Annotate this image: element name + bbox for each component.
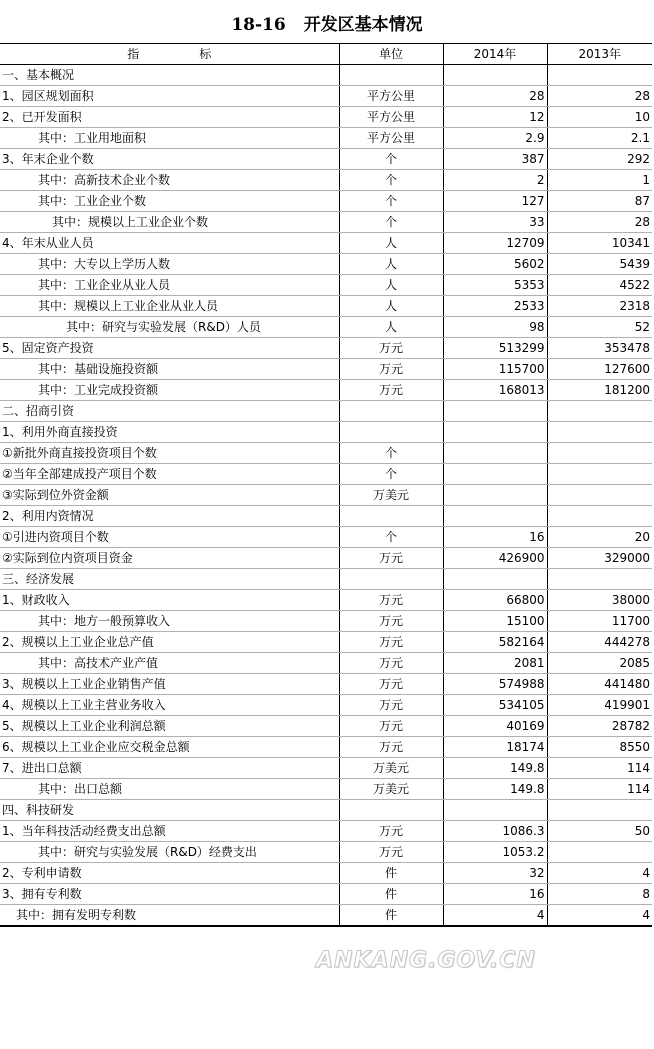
row-indicator: ①引进内资项目个数	[0, 527, 339, 548]
table-row	[0, 569, 652, 590]
row-value-2013: 353478	[547, 338, 652, 359]
row-value-2013: 4522	[547, 275, 652, 296]
table-row	[0, 737, 652, 758]
row-value-2013: 114	[547, 779, 652, 800]
row-unit: 个	[339, 443, 443, 464]
row-value-2014	[443, 485, 547, 506]
row-unit: 万元	[339, 359, 443, 380]
row-value-2013: 292	[547, 149, 652, 170]
row-value-2014: 33	[443, 212, 547, 233]
table-row	[0, 548, 652, 569]
row-indicator: 其中：高新技术企业个数	[0, 170, 339, 191]
row-value-2013	[547, 800, 652, 821]
row-indicator: 3、年末企业个数	[0, 149, 339, 170]
row-value-2013: 2085	[547, 653, 652, 674]
table-row	[0, 128, 652, 149]
table-row	[0, 464, 652, 485]
row-unit: 万元	[339, 716, 443, 737]
row-value-2014	[443, 569, 547, 590]
row-value-2014: 12709	[443, 233, 547, 254]
table-row	[0, 254, 652, 275]
table-row	[0, 695, 652, 716]
row-unit: 个	[339, 170, 443, 191]
row-indicator: 其中：工业完成投资额	[0, 380, 339, 401]
row-indicator: 5、固定资产投资	[0, 338, 339, 359]
row-value-2013	[547, 506, 652, 527]
row-indicator: 其中：出口总额	[0, 779, 339, 800]
table-row	[0, 233, 652, 254]
row-unit: 万美元	[339, 758, 443, 779]
row-indicator: 2、利用内资情况	[0, 506, 339, 527]
row-indicator: 2、专利申请数	[0, 863, 339, 884]
row-unit: 万元	[339, 653, 443, 674]
table-row	[0, 527, 652, 548]
row-value-2013: 329000	[547, 548, 652, 569]
row-indicator: 其中：规模以上工业企业从业人员	[0, 296, 339, 317]
table-row	[0, 149, 652, 170]
row-value-2013: 52	[547, 317, 652, 338]
row-value-2014: 4	[443, 905, 547, 927]
row-indicator: 其中：规模以上工业企业个数	[0, 212, 339, 233]
row-value-2013: 1	[547, 170, 652, 191]
row-unit: 万元	[339, 611, 443, 632]
row-value-2014	[443, 443, 547, 464]
row-value-2014: 2	[443, 170, 547, 191]
row-value-2014: 2081	[443, 653, 547, 674]
row-value-2013	[547, 422, 652, 443]
row-value-2014: 66800	[443, 590, 547, 611]
row-indicator: 4、年末从业人员	[0, 233, 339, 254]
row-value-2014	[443, 506, 547, 527]
row-value-2013	[547, 464, 652, 485]
row-unit: 万元	[339, 338, 443, 359]
row-value-2014	[443, 401, 547, 422]
row-unit: 件	[339, 863, 443, 884]
table-row	[0, 380, 652, 401]
table-row	[0, 338, 652, 359]
row-indicator: 2、已开发面积	[0, 107, 339, 128]
row-unit: 个	[339, 464, 443, 485]
row-value-2014: 98	[443, 317, 547, 338]
row-value-2013: 444278	[547, 632, 652, 653]
row-indicator: 6、规模以上工业企业应交税金总额	[0, 737, 339, 758]
row-unit	[339, 569, 443, 590]
row-value-2014: 5353	[443, 275, 547, 296]
row-value-2014	[443, 800, 547, 821]
row-value-2013: 8	[547, 884, 652, 905]
table-row	[0, 86, 652, 107]
row-unit: 万元	[339, 548, 443, 569]
row-unit: 人	[339, 233, 443, 254]
row-indicator: 其中：工业用地面积	[0, 128, 339, 149]
table-row	[0, 653, 652, 674]
row-value-2013: 127600	[547, 359, 652, 380]
table-row	[0, 884, 652, 905]
row-indicator: 1、财政收入	[0, 590, 339, 611]
row-value-2013	[547, 401, 652, 422]
row-value-2013: 2318	[547, 296, 652, 317]
row-value-2014: 574988	[443, 674, 547, 695]
table-row	[0, 716, 652, 737]
row-indicator: 7、进出口总额	[0, 758, 339, 779]
row-value-2014: 2.9	[443, 128, 547, 149]
table-row	[0, 905, 652, 927]
row-value-2014: 149.8	[443, 758, 547, 779]
row-unit: 万元	[339, 632, 443, 653]
table-row	[0, 191, 652, 212]
table-row	[0, 107, 652, 128]
row-indicator: 二、招商引资	[0, 401, 339, 422]
watermark: ANKANG.GOV.CN	[316, 948, 536, 973]
table-row	[0, 800, 652, 821]
row-indicator: ②实际到位内资项目资金	[0, 548, 339, 569]
row-value-2014: 28	[443, 86, 547, 107]
row-value-2013: 114	[547, 758, 652, 779]
row-unit: 万元	[339, 737, 443, 758]
table-row	[0, 485, 652, 506]
row-value-2014: 127	[443, 191, 547, 212]
row-value-2013	[547, 842, 652, 863]
row-unit	[339, 800, 443, 821]
table-row	[0, 317, 652, 338]
row-indicator: ②当年全部建成投产项目个数	[0, 464, 339, 485]
row-value-2014	[443, 464, 547, 485]
row-indicator: 其中：高技术产业产值	[0, 653, 339, 674]
row-unit: 人	[339, 296, 443, 317]
row-indicator: ①新批外商直接投资项目个数	[0, 443, 339, 464]
row-indicator: 其中：工业企业个数	[0, 191, 339, 212]
row-indicator: 3、拥有专利数	[0, 884, 339, 905]
row-unit: 万元	[339, 842, 443, 863]
table-row	[0, 863, 652, 884]
row-value-2013: 2.1	[547, 128, 652, 149]
row-value-2013: 419901	[547, 695, 652, 716]
row-unit: 万美元	[339, 779, 443, 800]
row-value-2014: 2533	[443, 296, 547, 317]
row-value-2013: 87	[547, 191, 652, 212]
row-unit: 万元	[339, 590, 443, 611]
table-row	[0, 758, 652, 779]
row-unit: 个	[339, 212, 443, 233]
table-row	[0, 212, 652, 233]
row-value-2014: 18174	[443, 737, 547, 758]
table-row	[0, 275, 652, 296]
table-row	[0, 422, 652, 443]
row-unit	[339, 506, 443, 527]
row-unit: 万元	[339, 695, 443, 716]
table-number: 18-16	[231, 15, 286, 35]
row-value-2013: 10341	[547, 233, 652, 254]
row-unit: 平方公里	[339, 128, 443, 149]
row-indicator: 四、科技研发	[0, 800, 339, 821]
row-indicator: 5、规模以上工业企业利润总额	[0, 716, 339, 737]
row-value-2014: 168013	[443, 380, 547, 401]
table-row	[0, 842, 652, 863]
header-2014: 2014年	[443, 44, 547, 65]
row-value-2014: 387	[443, 149, 547, 170]
row-value-2013: 28782	[547, 716, 652, 737]
row-unit	[339, 401, 443, 422]
table-row	[0, 170, 652, 191]
row-indicator: 其中：地方一般预算收入	[0, 611, 339, 632]
row-unit: 万美元	[339, 485, 443, 506]
row-indicator: 其中：基础设施投资额	[0, 359, 339, 380]
row-indicator: 其中：工业企业从业人员	[0, 275, 339, 296]
row-indicator: 三、经济发展	[0, 569, 339, 590]
row-value-2014	[443, 422, 547, 443]
header-indicator: 指 标	[0, 44, 339, 65]
row-indicator: 其中：研究与实验发展（R&D）人员	[0, 317, 339, 338]
table-row	[0, 590, 652, 611]
table-title: 开发区基本情况	[303, 15, 423, 35]
row-unit: 件	[339, 905, 443, 927]
row-unit: 个	[339, 149, 443, 170]
row-value-2014: 534105	[443, 695, 547, 716]
table-row	[0, 611, 652, 632]
row-value-2014: 16	[443, 884, 547, 905]
row-indicator: 1、园区规划面积	[0, 86, 339, 107]
row-value-2014	[443, 65, 547, 86]
row-value-2014: 115700	[443, 359, 547, 380]
row-value-2013: 28	[547, 212, 652, 233]
row-value-2013	[547, 443, 652, 464]
row-value-2014: 16	[443, 527, 547, 548]
row-value-2013: 4	[547, 905, 652, 927]
table-body	[0, 65, 652, 927]
row-indicator: 1、利用外商直接投资	[0, 422, 339, 443]
row-unit	[339, 65, 443, 86]
table-row	[0, 443, 652, 464]
row-value-2013: 38000	[547, 590, 652, 611]
table-row	[0, 65, 652, 86]
row-unit	[339, 422, 443, 443]
row-value-2013: 181200	[547, 380, 652, 401]
table-row	[0, 779, 652, 800]
row-indicator: 其中：研究与实验发展（R&D）经费支出	[0, 842, 339, 863]
table-row	[0, 632, 652, 653]
row-value-2014: 513299	[443, 338, 547, 359]
row-unit: 人	[339, 275, 443, 296]
row-unit: 平方公里	[339, 86, 443, 107]
row-value-2014: 1053.2	[443, 842, 547, 863]
row-unit: 个	[339, 191, 443, 212]
row-value-2014: 15100	[443, 611, 547, 632]
row-value-2013: 10	[547, 107, 652, 128]
row-value-2013: 441480	[547, 674, 652, 695]
page-title	[0, 10, 654, 40]
row-unit: 件	[339, 884, 443, 905]
header-2013: 2013年	[547, 44, 652, 65]
row-unit: 人	[339, 317, 443, 338]
row-unit: 万元	[339, 821, 443, 842]
row-value-2013: 5439	[547, 254, 652, 275]
table-row	[0, 359, 652, 380]
row-value-2013	[547, 65, 652, 86]
row-indicator: 其中：拥有发明专利数	[0, 905, 339, 927]
row-indicator: ③实际到位外资金额	[0, 485, 339, 506]
row-indicator: 4、规模以上工业主营业务收入	[0, 695, 339, 716]
row-value-2014: 1086.3	[443, 821, 547, 842]
row-unit: 万元	[339, 380, 443, 401]
row-indicator: 一、基本概况	[0, 65, 339, 86]
row-value-2014: 40169	[443, 716, 547, 737]
row-value-2013: 50	[547, 821, 652, 842]
statistics-table	[0, 43, 652, 927]
row-value-2014: 5602	[443, 254, 547, 275]
row-indicator: 1、当年科技活动经费支出总额	[0, 821, 339, 842]
row-indicator: 3、规模以上工业企业销售产值	[0, 674, 339, 695]
row-value-2014: 32	[443, 863, 547, 884]
header-unit: 单位	[339, 44, 443, 65]
table-row	[0, 506, 652, 527]
row-value-2013	[547, 569, 652, 590]
table-row	[0, 296, 652, 317]
header-row	[0, 44, 652, 65]
row-unit: 平方公里	[339, 107, 443, 128]
row-value-2014: 12	[443, 107, 547, 128]
row-value-2013: 28	[547, 86, 652, 107]
row-indicator: 2、规模以上工业企业总产值	[0, 632, 339, 653]
row-unit: 个	[339, 527, 443, 548]
row-value-2013: 8550	[547, 737, 652, 758]
row-value-2013	[547, 485, 652, 506]
table-row	[0, 821, 652, 842]
row-unit: 万元	[339, 674, 443, 695]
row-unit: 人	[339, 254, 443, 275]
row-value-2013: 20	[547, 527, 652, 548]
row-value-2014: 426900	[443, 548, 547, 569]
row-value-2014: 582164	[443, 632, 547, 653]
row-indicator: 其中：大专以上学历人数	[0, 254, 339, 275]
table-row	[0, 674, 652, 695]
row-value-2014: 149.8	[443, 779, 547, 800]
row-value-2013: 4	[547, 863, 652, 884]
row-value-2013: 11700	[547, 611, 652, 632]
table-row	[0, 401, 652, 422]
